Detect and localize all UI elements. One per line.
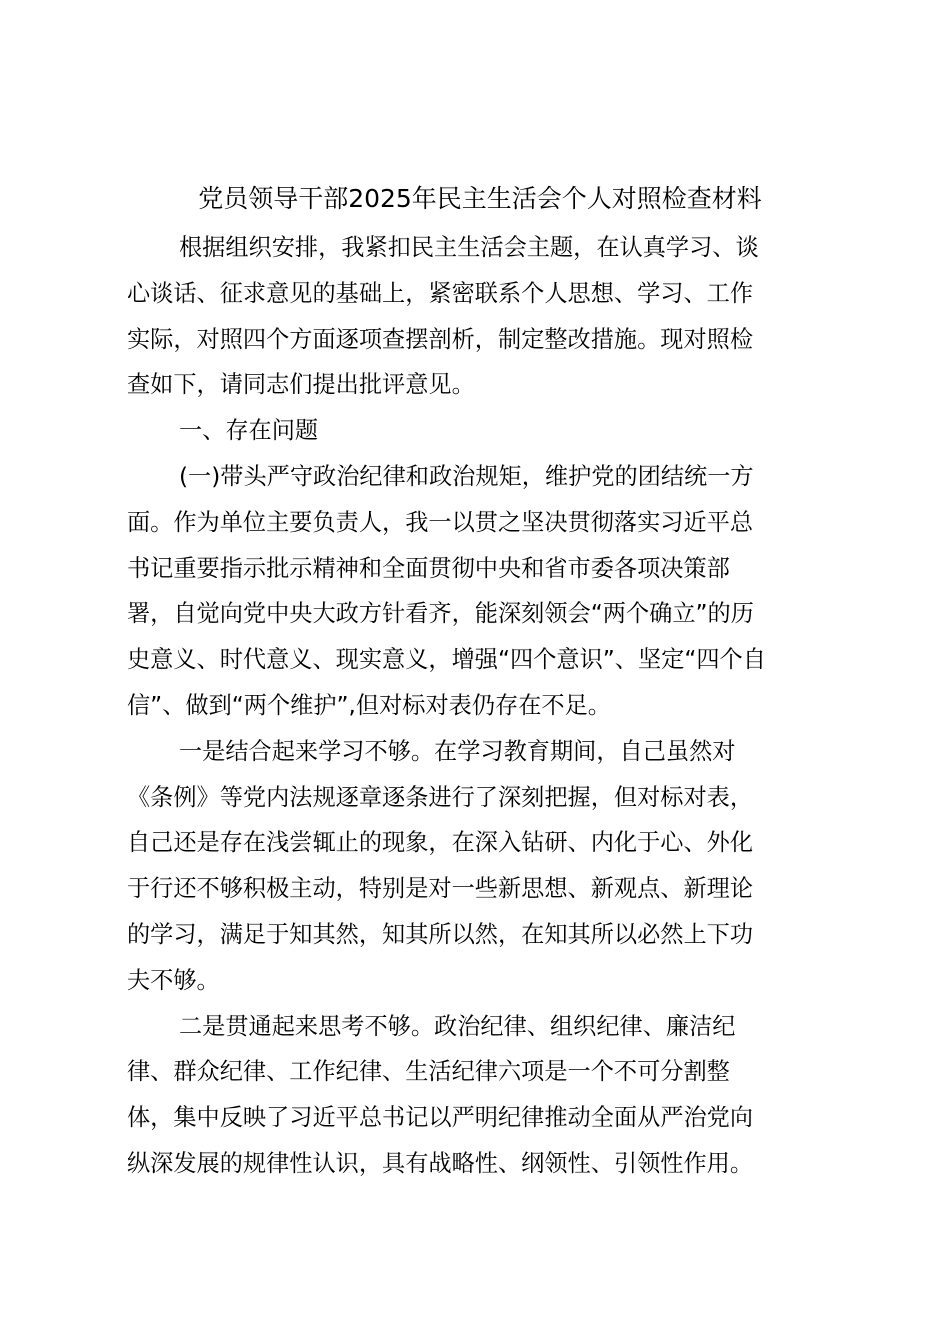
paragraph-line: 史意义、时代意义、现实意义，增强“四个意识”、坚定“四个自 bbox=[127, 646, 766, 674]
paragraph-line: 夫不够。 bbox=[127, 966, 220, 994]
section-heading: 一、存在问题 bbox=[179, 417, 319, 445]
paragraph-line: 署，自觉向党中央大政方针看齐，能深刻领会“两个确立”的历 bbox=[127, 600, 754, 628]
paragraph-line: 《条例》等党内法规逐章逐条进行了深刻把握，但对标对表， bbox=[127, 783, 754, 811]
paragraph-line: (一)带头严守政治纪律和政治规矩，维护党的团结统一方 bbox=[179, 462, 754, 490]
paragraph-line: 于行还不够积极主动，特别是对一些新思想、新观点、新理论 bbox=[127, 875, 754, 903]
paragraph-line: 信”、做到“两个维护”,但对标对表仍存在不足。 bbox=[127, 691, 611, 719]
paragraph-line: 实际，对照四个方面逐项查摆剖析，制定整改措施。现对照检 bbox=[127, 325, 754, 353]
document-title: 党员领导干部2025年民主生活会个人对照检查材料 bbox=[198, 184, 762, 213]
paragraph-line: 自己还是存在浅尝辄止的现象，在深入钻研、内化于心、外化 bbox=[127, 829, 754, 857]
document-body bbox=[127, 225, 827, 1187]
paragraph-line: 纵深发展的规律性认识，具有战略性、纲领性、引领性作用。 bbox=[127, 1149, 754, 1177]
paragraph-line: 面。作为单位主要负责人，我一以贯之坚决贯彻落实习近平总 bbox=[127, 508, 754, 536]
paragraph-line: 根据组织安排，我紧扣民主生活会主题，在认真学习、谈 bbox=[179, 234, 759, 261]
paragraph-line: 查如下，请同志们提出批评意见。 bbox=[127, 371, 475, 399]
paragraph-line: 书记重要指示批示精神和全面贯彻中央和省市委各项决策部 bbox=[127, 554, 730, 582]
paragraph-line: 的学习，满足于知其然，知其所以然，在知其所以必然上下功 bbox=[127, 920, 754, 948]
paragraph-line: 体，集中反映了习近平总书记以严明纪律推动全面从严治党向 bbox=[127, 1104, 754, 1132]
paragraph-line: 二是贯通起来思考不够。政治纪律、组织纪律、廉洁纪 bbox=[179, 1012, 736, 1040]
paragraph-line: 律、群众纪律、工作纪律、生活纪律六项是一个不可分割整 bbox=[127, 1058, 730, 1086]
paragraph-line: 一是结合起来学习不够。在学习教育期间，自己虽然对 bbox=[179, 737, 736, 765]
paragraph-line: 心谈话、征求意见的基础上，紧密联系个人思想、学习、工作 bbox=[127, 279, 754, 307]
